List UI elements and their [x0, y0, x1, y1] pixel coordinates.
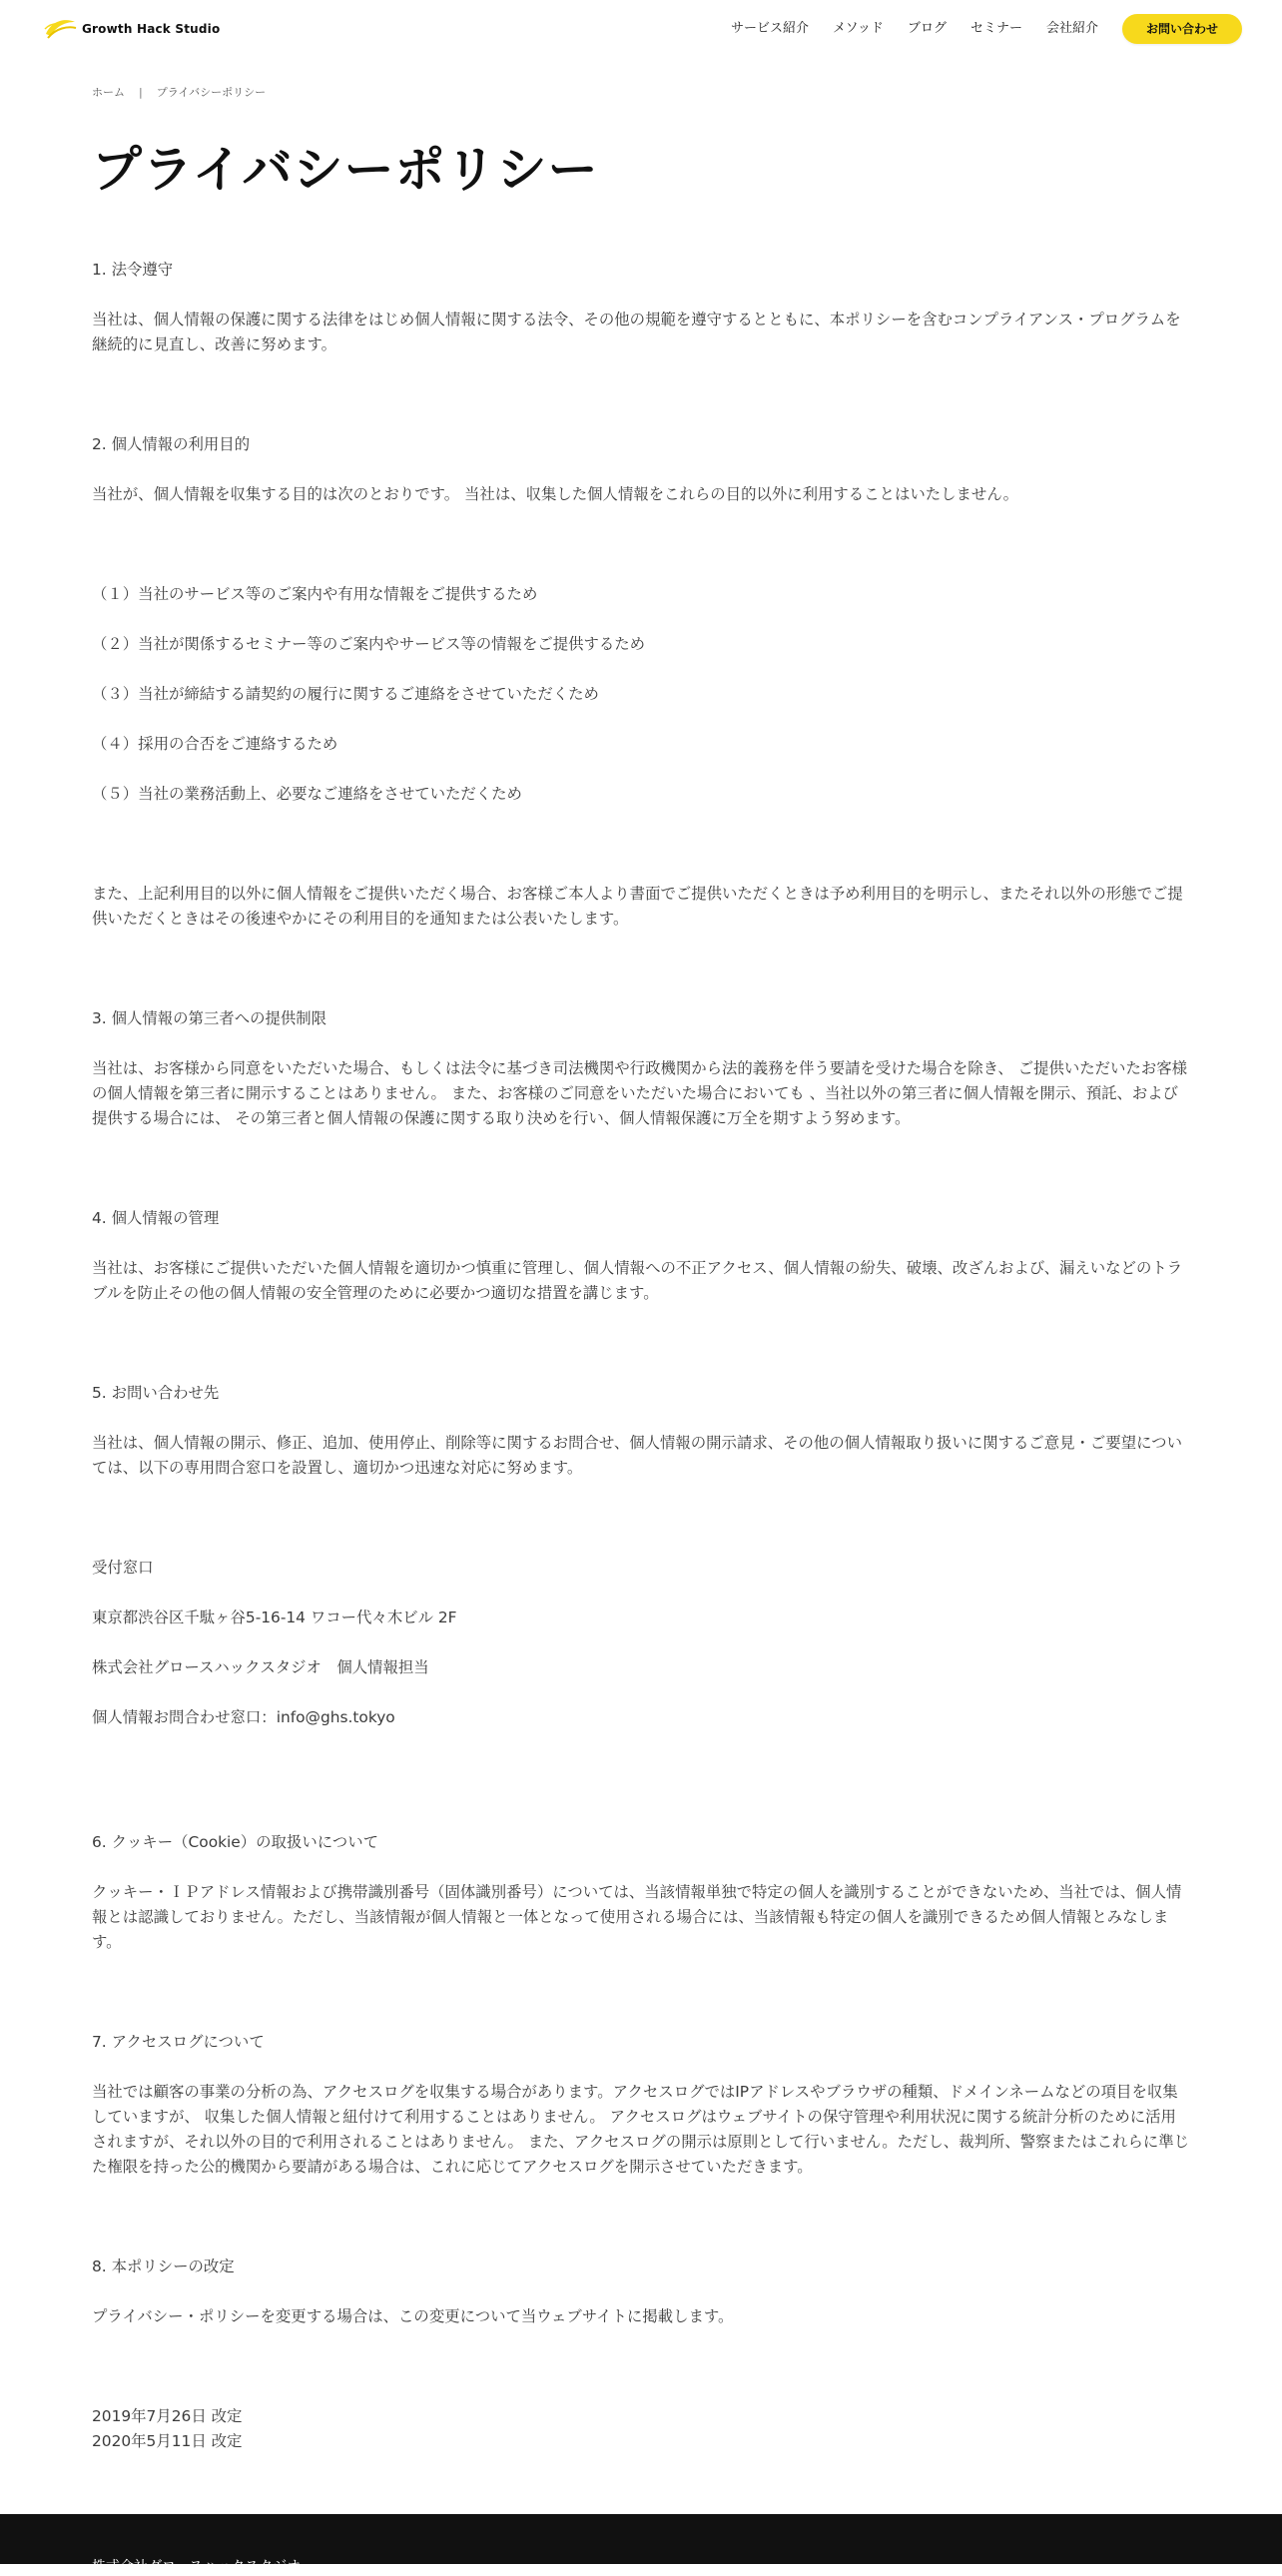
section-body: 当社が、個人情報を収集する目的は次のとおりです。 当社は、収集した個人情報をこれらの目的以外に利用することはいたしません。 [92, 485, 1019, 503]
breadcrumb [92, 84, 266, 100]
section-note: また、上記利用目的以外に個人情報をご提供いただく場合、お客様ご本人より書面でご提供いただくときは予め利用目的を明示し、またそれ以外の形態でご提供いただくときはその後速やかにその利用目的を通知または公表いたします。 [92, 885, 1183, 928]
footer-company-name: 株式会社グロースハックスタジオ [92, 2559, 302, 2575]
contact-desk-label: 受付窓口 [92, 1559, 154, 1577]
section-body: プライバシー・ポリシーを変更する場合は、この変更について当ウェブサイトに掲載します。 [92, 2307, 734, 2325]
section-body: クッキー・ＩＰアドレス情報および携帯識別番号（固体識別番号）については、当該情報単独で特定の個人を識別することができないため、当社では、個人情報とは認識しておりません。ただし、当該情報が個人情報と一体となって使用される場合には、当該情報も特定の個人を識別できるため個人情報とみなします。 [92, 1883, 1182, 1951]
list-item: （５）当社の業務活動上、必要なご連絡をさせていただくため [92, 785, 522, 803]
section-heading: 5. お問い合わせ先 [92, 1384, 220, 1402]
main-nav [731, 14, 1242, 44]
section-heading: 3. 個人情報の第三者への提供制限 [92, 1009, 327, 1027]
nav-item-services[interactable]: サービス紹介 [730, 21, 809, 36]
nav-item-blog[interactable]: ブログ [907, 21, 947, 36]
section-heading: 2. 個人情報の利用目的 [92, 435, 251, 453]
contact-address: 東京都渋谷区千駄ヶ谷5-16-14 ワコー代々木ビル 2F [92, 1609, 457, 1626]
contact-button[interactable]: お問い合わせ [1122, 14, 1242, 44]
list-item: （４）採用の合否をご連絡するため [92, 735, 338, 753]
section-heading: 1. 法令遵守 [92, 261, 174, 279]
list-item: （３）当社が締結する請契約の履行に関するご連絡をさせていただくため [92, 685, 599, 703]
section-body: 当社は、お客様から同意をいただいた場合、もしくは法令に基づき司法機関や行政機関から法的義務を伴う要請を受けた場合を除き、 ご提供いただいたお客様の個人情報を第三者に開示することはありません。 また、お客様のご同意をいただいた場合においても 、当社以外の第三者に個人情報を開示、預託、および提供する場合には、 その第三者と個人情報の保護に関する取り決めを行い、個人情報保護に万全を期すよう努めます。 [92, 1059, 1188, 1127]
section-body: 当社は、個人情報の開示、修正、追加、使用停止、削除等に関するお問合せ、個人情報の開示請求、その他の個人情報取り扱いに関するご意見・ご要望については、以下の専用問合窓口を設置し、適切かつ迅速な対応に努めます。 [92, 1434, 1182, 1477]
section-body: 当社は、お客様にご提供いただいた個人情報を適切かつ慎重に管理し、個人情報への不正アクセス、個人情報の紛失、破壊、改ざんおよび、漏えいなどのトラブルを防止その他の個人情報の安全管理のために必要かつ適切な措置を講じます。 [92, 1259, 1183, 1302]
revision-date: 2019年7月26日 改定 [92, 2407, 243, 2425]
section-heading: 8. 本ポリシーの改定 [92, 2257, 235, 2275]
list-item: （１）当社のサービス等のご案内や有用な情報をご提供するため [92, 585, 538, 603]
section-body: 当社は、個人情報の保護に関する法律をはじめ個人情報に関する法令、その他の規範を遵守するとともに、本ポリシーを含むコンプライアンス・プログラムを継続的に見直し、改善に努めます。 [92, 311, 1181, 353]
section-heading: 6. クッキー（Cookie）の取扱いについて [92, 1833, 378, 1851]
contact-email: 個人情報お問合わせ窓口：info@ghs.tokyo [92, 1708, 395, 1726]
section-body: 当社では顧客の事業の分析の為、アクセスログを収集する場合があります。アクセスログではIPアドレスやブラウザの種類、ドメインネームなどの項目を収集していますが、 収集した個人情報と紐付けて利用することはありません。 アクセスログはウェブサイトの保守管理や利用状況に関する統計分析のために活用されますが、それ以外の目的で利用されることはありません。 また、アクセスログの開示は原則として行いません。ただし、裁判所、警察またはこれらに準じた権限を持った公的機関から要請がある場合は、これに応じてアクセスログを開示させていただきます。 [92, 2083, 1190, 2176]
nav-item-seminar[interactable]: セミナー [969, 21, 1022, 36]
list-item: （２）当社が関係するセミナー等のご案内やサービス等の情報をご提供するため [92, 635, 646, 653]
nav-item-company[interactable]: 会社紹介 [1045, 21, 1098, 36]
page-title: プライバシーポリシー [92, 141, 599, 199]
site-footer [0, 2514, 1282, 2575]
section-heading: 7. アクセスログについて [92, 2033, 265, 2051]
logo-text: Growth Hack Studio [82, 22, 221, 36]
site-header [0, 0, 1282, 58]
breadcrumb-current: プライバシーポリシー [156, 86, 267, 99]
logo-swirl-icon [42, 14, 78, 44]
breadcrumb-home-link[interactable]: ホーム [92, 86, 125, 99]
policy-content [92, 258, 1190, 2454]
section-heading: 4. 個人情報の管理 [92, 1209, 220, 1227]
site-logo[interactable] [42, 13, 220, 45]
nav-item-method[interactable]: メソッド [832, 21, 884, 36]
revision-date: 2020年5月11日 改定 [92, 2432, 243, 2450]
contact-company: 株式会社グロースハックスタジオ 個人情報担当 [92, 1658, 429, 1676]
breadcrumb-separator: | [139, 85, 143, 99]
